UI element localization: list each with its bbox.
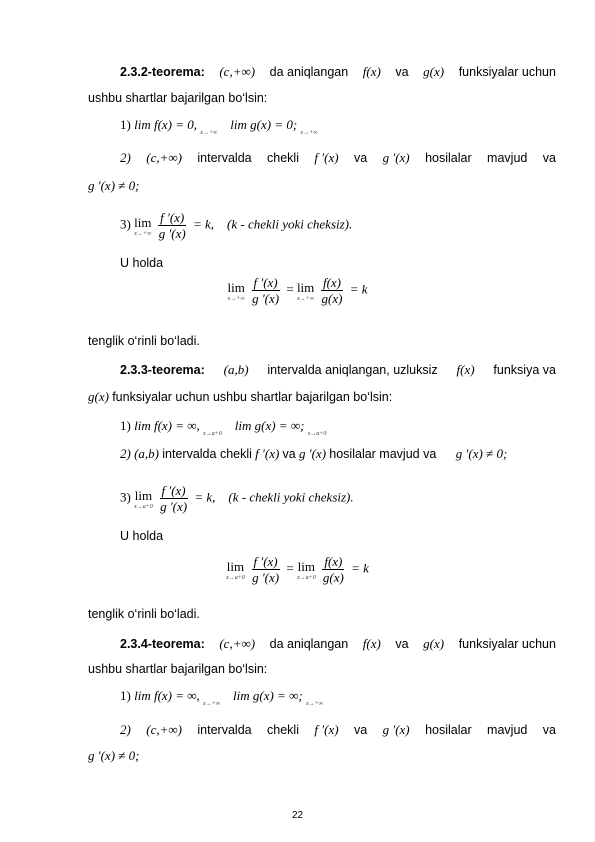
math-f: f(x) [456,362,475,377]
limit-f: lim f(x) = 0, [134,117,198,132]
math-interval: (c,+∞) [146,150,182,165]
condition-2-tail: g ′(x) ≠ 0; [88,178,140,193]
math-f: f(x) [362,64,381,79]
fraction: $\frac{f '(x)}{g '(x)}$ [158,210,186,241]
theorem-2-3-3-line2: g(x) funksiyalar uchun ushbu shartlar bajarilgan bo‘lsin: [88,389,393,404]
theorem-title: 2.3.2-teorema: [120,65,205,79]
limit-subscript: x→+∞ [200,130,218,136]
u-holda: U holda [120,256,164,270]
condition-2: 2) (a,b) intervalda chekli f ′(x) va g ′(x) hosilalar mavjud va g ′(x) ≠ 0; [120,446,508,461]
text: va [395,65,409,79]
condition-2: 2) (c,+∞) intervalda chekli f ′(x) va g ′(x) hosilalar mavjud va [120,722,556,737]
condition-3: 3) lim x→+∞ $\frac{f '(x)}{g '(x)}$ = k, (k - chekli yoki cheksiz). [120,210,353,241]
k-note: (k - chekli yoki cheksiz). [227,216,353,232]
math-gprime: g ′(x) [382,150,410,165]
limit-g: lim g(x) = 0; [230,117,298,132]
text: da aniqlangan [269,65,349,79]
conclusion: tenglik o‘rinli bo‘ladi. [88,334,200,348]
limit-subscript: x→+∞ [300,130,318,136]
page-number: 22 [291,810,304,821]
text-line: ushbu shartlar bajarilgan bo‘lsin: [88,662,268,676]
theorem-title: 2.3.4-teorema: [120,637,205,651]
text-line: ushbu shartlar bajarilgan bo‘lsin: [88,91,268,105]
math-interval: (a,b) [223,362,249,377]
condition-1: 1) lim f(x) = 0, $_{x\to+\infty}$ lim g(x) = 0; $_{x\to+\infty}$ [120,117,318,136]
theorem-2-3-3-intro: 2.3.3-teorema: (a,b) intervalda aniqlangan, uzluksiz f(x) funksiya va [120,362,556,377]
lim-operator: lim x→+∞ [134,214,152,237]
condition-1: 1) lim f(x) = ∞, $_{x\to a+0}$ lim g(x) = ∞; $_{x\to a+0}$ [120,418,327,437]
result-formula: lim x→a+0 $\frac{f '(x)}{g '(x)}$ = lim x→a+0 $\frac{f(x)}{g(x)}$ = k [226,554,369,585]
math-g: g(x) [88,389,109,404]
condition-2-tail: g ′(x) ≠ 0; [88,748,140,763]
math-g: g(x) [423,64,445,79]
math-interval: (c,+∞) [219,64,256,79]
condition-1: 1) lim f(x) = ∞, $_{x\to+\infty}$ lim g(x) = ∞; $_{x\to+\infty}$ [120,688,323,707]
theorem-2-3-2-intro [120,64,556,80]
theorem-title: 2.3.3-teorema: [120,363,205,377]
result-formula: lim x→+∞ $\frac{f '(x)}{g '(x)}$ = lim x→+∞ $\frac{f(x)}{g(x)}$ = k [227,275,368,306]
condition-2: 2) (c,+∞) intervalda chekli f ′(x) va g ′(x) hosilalar mavjud va [120,150,556,165]
text: funksiyalar uchun [458,65,556,79]
math-fprime: f ′(x) [314,150,339,165]
u-holda: U holda [120,529,164,543]
conclusion: tenglik o‘rinli bo‘ladi. [88,607,200,621]
theorem-2-3-4-intro: 2.3.4-teorema: (c,+∞) da aniqlangan f(x) va g(x) funksiyalar uchun [120,636,556,651]
condition-3: 3) lim x→a+0 $\frac{f '(x)}{g '(x)}$ = k, (k - chekli yoki cheksiz). [120,483,354,514]
